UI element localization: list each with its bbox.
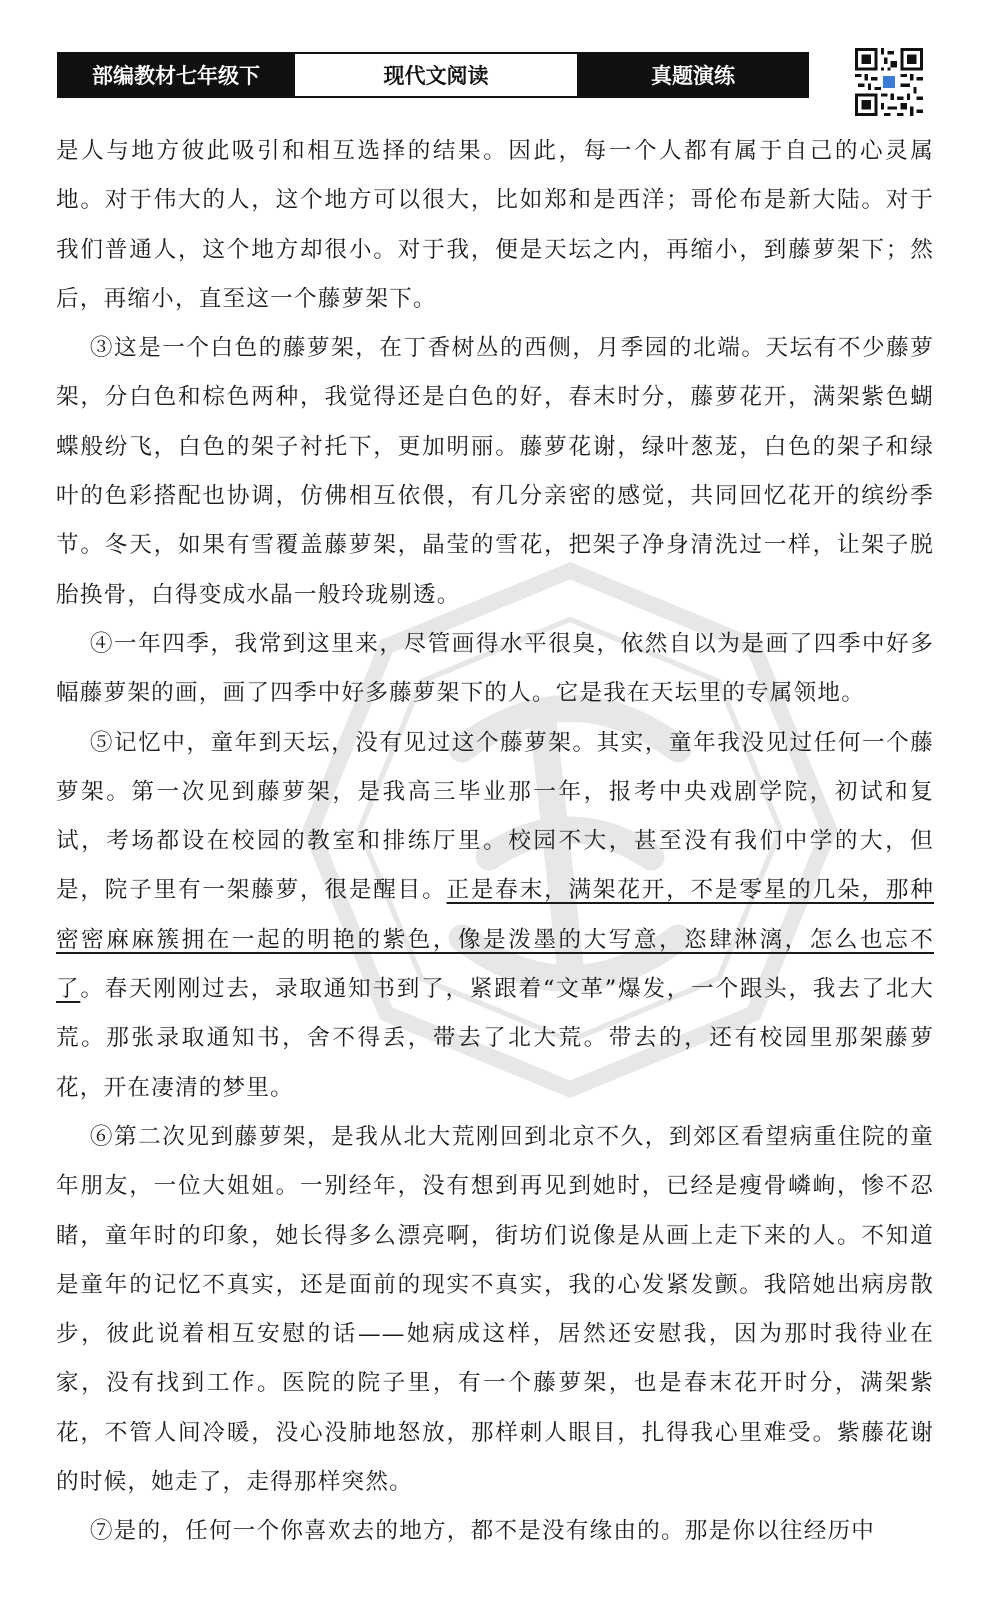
paragraph-7: ⑦是的，任何一个你喜欢去的地方，都不是没有缘由的。那是你以往经历中 [89, 1518, 876, 1545]
paragraph-5-text-end: 。春天刚刚过去，录取通知书到了，紧跟着“文革”爆发，一个跟头，我去了北大荒。那张录取通知书，舍不得丢，带去了北大荒。带去的，还有校园里那架藤萝花，开在凄清的梦里。 [56, 976, 934, 1101]
header-section-label: 现代文阅读 [293, 54, 579, 96]
page-header [57, 52, 809, 98]
paragraph-5-text-start: ⑤记忆中，童年到天坛，没有见过这个藤萝架。其实，童年我没见过任何一个藤萝架。第一次见到藤萝架，是我高三毕业那一年，报考中央戏剧学院，初试和复试，考场都设在校园的教室和排练厅里。校园不大，甚至没有我们中学的大，但是，院子里有一架藤萝，很是醒目。 [56, 729, 934, 904]
qr-code-icon [855, 48, 923, 116]
header-textbook-label: 部编教材七年级下 [59, 54, 293, 96]
paragraph-5 [56, 719, 934, 1113]
paragraph-4: ④一年四季，我常到这里来，尽管画得水平很臭，依然自以为是画了四季中好多幅藤萝架的画，画了四季中好多藤萝架下的人。它是我在天坛里的专属领地。 [56, 630, 934, 707]
paragraph-3: ③这是一个白色的藤萝架，在丁香树丛的西侧，月季园的北端。天坛有不少藤萝架，分白色和棕色两种，我觉得还是白色的好，春末时分，藤萝花开，满架紫色蝴蝶般纷飞，白色的架子衬托下，更加明丽。藤萝花谢，绿叶葱茏，白色的架子和绿叶的色彩搭配也协调，仿佛相互依偎，有几分亲密的感觉，共同回忆花开的缤纷季节。冬天，如果有雪覆盖藤萝架，晶莹的雪花，把架子净身清洗过一样，让架子脱胎换骨，白得变成水晶一般玲珑剔透。 [56, 335, 934, 608]
article-body [56, 127, 934, 1557]
paragraph-continued: 是人与地方彼此吸引和相互选择的结果。因此，每一个人都有属于自己的心灵属地。对于伟大的人，这个地方可以很大，比如郑和是西洋；哥伦布是新大陆。对于我们普通人，这个地方却很小。对于我，便是天坛之内，再缩小，到藤萝架下；然后，再缩小，直至这一个藤萝架下。 [56, 138, 934, 312]
underlined-sentence: 正是春末，满架花开，不是零星的几朵，那种密密麻麻簇拥在一起的明艳的紫色，像是泼墨的大写意，恣肆淋漓，怎么也忘不了 [56, 877, 935, 1003]
paragraph-6: ⑥第二次见到藤萝架，是我从北大荒刚回到北京不久，到郊区看望病重住院的童年朋友，一位大姐姐。一别经年，没有想到再见到她时，已经是瘦骨嶙峋，惨不忍睹，童年时的印象，她长得多么漂亮啊，街坊们说像是从画上走下来的人。不知道是童年的记忆不真实，还是面前的现实不真实，我的心发紧发颤。我陪她出病房散步，彼此说着相互安慰的话——她病成这样，居然还安慰我，因为那时我待业在家，没有找到工作。医院的院子里，有一个藤萝架，也是春末花开时分，满架紫花，不管人间冷暖，没心没肺地怒放，那样刺人眼目，扎得我心里难受。紫藤花谢的时候，她走了，走得那样突然。 [56, 1123, 934, 1496]
header-practice-label: 真题演练 [579, 54, 807, 96]
